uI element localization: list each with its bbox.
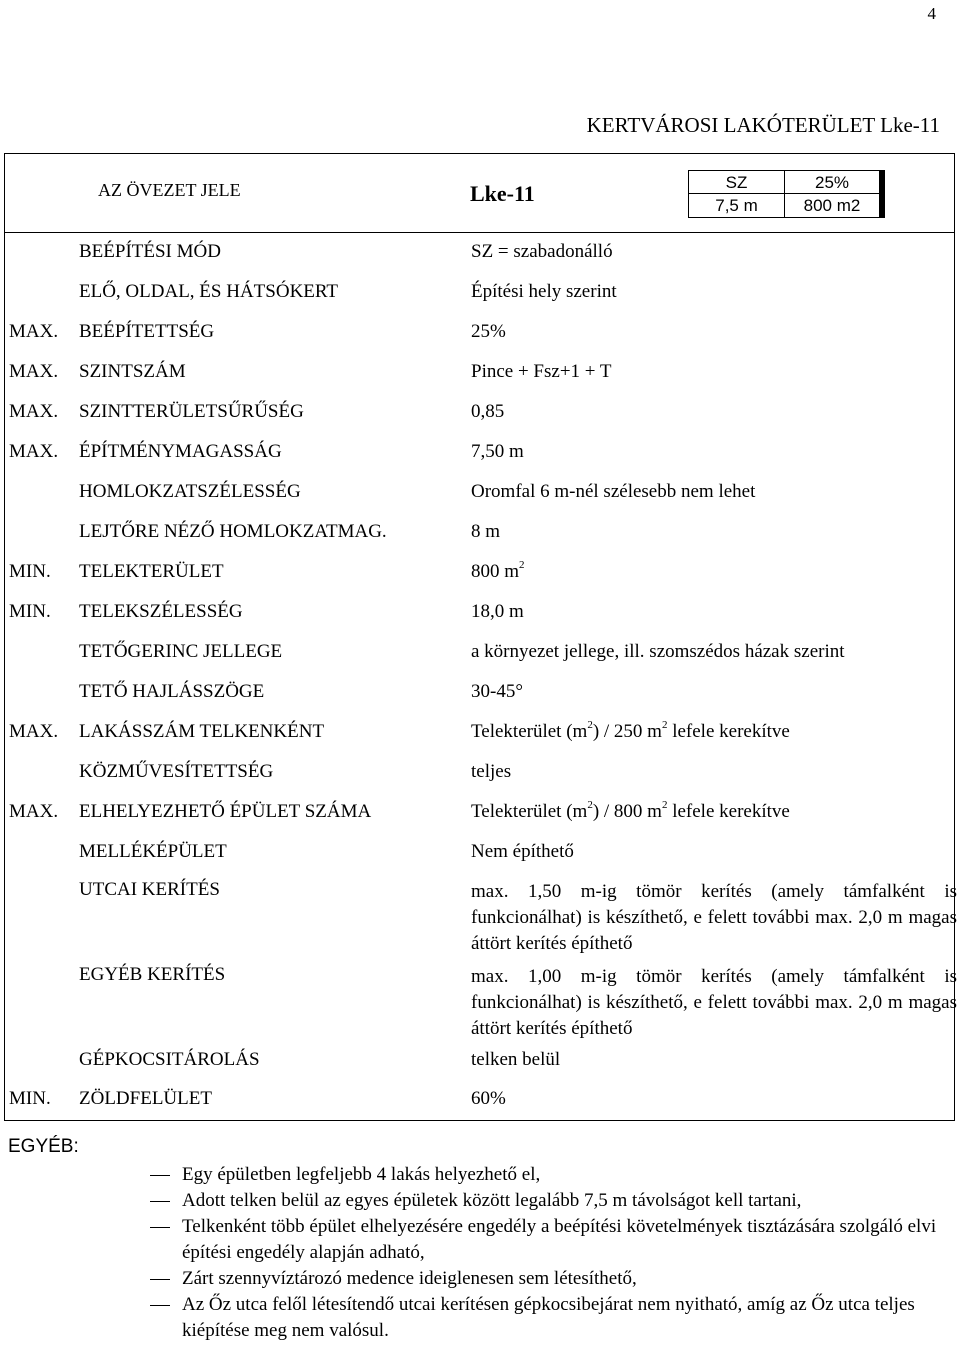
table-row	[5, 401, 956, 437]
row-value: 30-45°	[471, 681, 523, 702]
list-item: Telkenként több épület elhelyezésére engedély a beépítési követelmények tisztázására szolgáló elvi építési engedély alapján adható,	[150, 1214, 950, 1266]
table-row	[5, 1049, 956, 1085]
zone-key-box	[688, 170, 884, 218]
table-row	[5, 841, 956, 877]
key-box-shadow	[880, 170, 885, 218]
list-item: Adott telken belül az egyes épületek között legalább 7,5 m távolságot kell tartani,	[150, 1188, 950, 1214]
list-item: Egy épületben legfeljebb 4 lakás helyezhető el,	[150, 1162, 950, 1188]
row-label: LAKÁSSZÁM TELKENKÉNT	[79, 721, 325, 742]
key-coverage: 25%	[784, 170, 880, 194]
table-row	[5, 801, 956, 837]
table-row	[5, 879, 957, 954]
key-building-mode: SZ	[688, 170, 784, 194]
row-prefix: MIN.	[9, 601, 51, 622]
row-label: HOMLOKZATSZÉLESSÉG	[79, 481, 301, 502]
row-label: ZÖLDFELÜLET	[79, 1088, 212, 1109]
table-row	[5, 561, 956, 597]
row-label: TELEKSZÉLESSÉG	[79, 601, 243, 622]
row-label: ELHELYEZHETŐ ÉPÜLET SZÁMA	[79, 801, 372, 822]
key-min-plot: 800 m2	[784, 194, 880, 218]
row-label: UTCAI KERÍTÉS	[79, 879, 220, 900]
row-prefix: MAX.	[9, 801, 59, 822]
row-value: 18,0 m	[471, 601, 524, 622]
row-label: LEJTŐRE NÉZŐ HOMLOKZATMAG.	[79, 521, 387, 542]
superscript: 2	[587, 799, 593, 811]
row-label: ELŐ, OLDAL, ÉS HÁTSÓKERT	[79, 281, 339, 302]
table-row	[5, 1088, 956, 1124]
table-row	[5, 481, 956, 517]
superscript: 2	[661, 799, 668, 811]
table-row	[5, 641, 956, 677]
row-value	[471, 721, 957, 743]
row-label: MELLÉKÉPÜLET	[79, 841, 227, 862]
value-text: lefele kerekítve	[667, 721, 790, 742]
row-value: 8 m	[471, 521, 501, 542]
zone-code: Lke-11	[470, 181, 535, 206]
table-row	[5, 241, 956, 277]
row-prefix: MAX.	[9, 441, 59, 462]
table-row	[5, 601, 956, 637]
superscript: 2	[661, 719, 668, 731]
key-height: 7,5 m	[688, 194, 784, 218]
value-text: 800 m	[471, 561, 520, 582]
table-row	[5, 281, 956, 317]
value-text: ) / 800 m	[592, 801, 662, 822]
row-value: Oromfal 6 m-nél szélesebb nem lehet	[471, 481, 756, 502]
superscript: 2	[519, 559, 525, 571]
row-value: Nem építhető	[471, 841, 574, 862]
regulation-table	[4, 233, 955, 1121]
row-label: SZINTSZÁM	[79, 361, 186, 382]
superscript: 2	[587, 719, 593, 731]
row-label: TETŐGERINC JELLEGE	[79, 641, 283, 662]
row-value	[471, 801, 957, 823]
row-prefix: MAX.	[9, 321, 59, 342]
row-value: telken belül	[471, 1049, 561, 1070]
page-number: 4	[927, 4, 936, 23]
value-text: lefele kerekítve	[667, 801, 790, 822]
value-text: Telekterület (m	[471, 721, 588, 742]
row-value: 7,50 m	[471, 441, 524, 462]
table-row	[5, 761, 956, 797]
row-prefix: MIN.	[9, 1088, 51, 1109]
row-value: teljes	[471, 761, 512, 782]
row-value: 60%	[471, 1088, 506, 1109]
row-value: max. 1,00 m-ig tömör kerítés (amely támfalként is funkcionálhat) is készíthető, e felett további max. 2,0 m magas áttört kerítés építhető	[471, 966, 957, 1039]
row-label: BEÉPÍTETTSÉG	[79, 321, 215, 342]
document-title: KERTVÁROSI LAKÓTERÜLET Lke-11	[586, 113, 940, 137]
row-prefix: MAX.	[9, 401, 59, 422]
other-section-label: EGYÉB:	[8, 1136, 79, 1157]
row-prefix: MIN.	[9, 561, 51, 582]
row-label: KÖZMŰVESÍTETTSÉG	[79, 761, 274, 782]
table-row	[5, 521, 956, 557]
row-value: Pince + Fsz+1 + T	[471, 361, 612, 382]
list-item: Zárt szennyvíztározó medence ideiglenesen sem létesíthető,	[150, 1266, 950, 1292]
other-requirements-list	[150, 1162, 950, 1344]
row-value: a környezet jellege, ill. szomszédos házak szerint	[471, 641, 845, 662]
table-row	[5, 681, 956, 717]
row-label: SZINTTERÜLETSŰRŰSÉG	[79, 401, 304, 422]
table-row	[5, 361, 956, 397]
row-value: 0,85	[471, 401, 505, 422]
table-row	[5, 321, 956, 357]
row-prefix: MAX.	[9, 721, 59, 742]
row-value: max. 1,50 m-ig tömör kerítés (amely támfalként is funkcionálhat) is készíthető, e felett további max. 2,0 m magas áttört kerítés építhető	[471, 881, 957, 954]
table-row	[5, 721, 956, 757]
table-row	[5, 441, 956, 477]
zone-label: AZ ÖVEZET JELE	[98, 180, 241, 200]
row-value	[471, 561, 957, 583]
value-text: Telekterület (m	[471, 801, 588, 822]
list-item: Az Őz utca felől létesítendő utcai kerítésen gépkocsibejárat nem nyitható, amíg az Őz utca teljes kiépítése meg nem valósul.	[150, 1292, 950, 1344]
row-label: ÉPÍTMÉNYMAGASSÁG	[79, 441, 282, 462]
row-label: BEÉPÍTÉSI MÓD	[79, 241, 221, 262]
row-label: EGYÉB KERÍTÉS	[79, 964, 226, 985]
row-value: 25%	[471, 321, 506, 342]
table-row	[5, 964, 957, 1039]
row-value: Építési hely szerint	[471, 281, 617, 302]
value-text: ) / 250 m	[592, 721, 662, 742]
row-label: TELEKTERÜLET	[79, 561, 224, 582]
row-label: GÉPKOCSITÁROLÁS	[79, 1049, 260, 1070]
row-prefix: MAX.	[9, 361, 59, 382]
row-label: TETŐ HAJLÁSSZÖGE	[79, 681, 265, 702]
row-value: SZ = szabadonálló	[471, 241, 613, 262]
